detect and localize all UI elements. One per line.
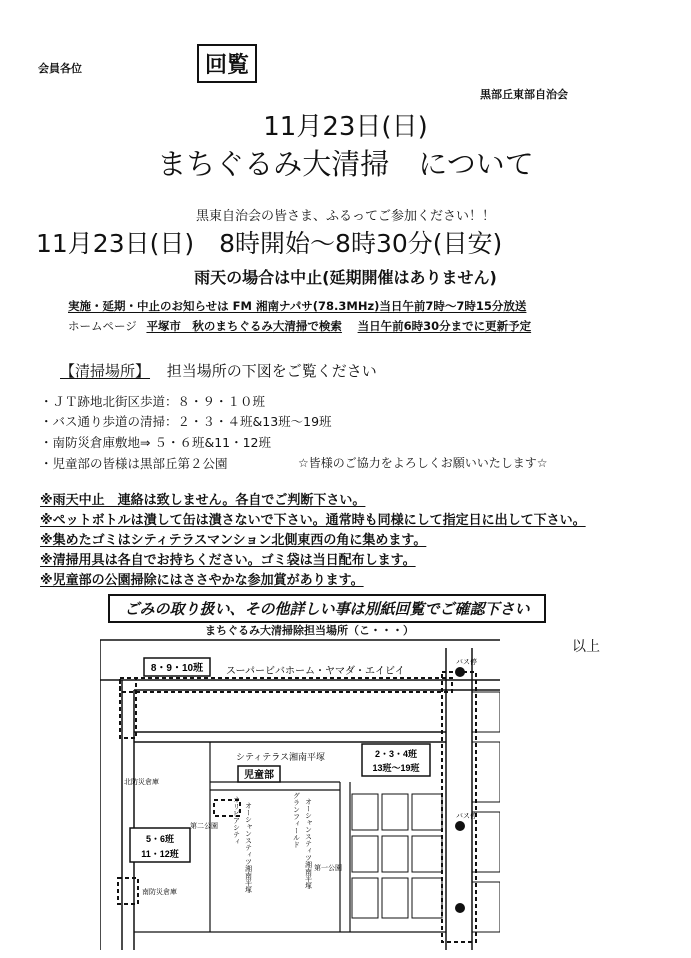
label-group-13-19: 13班～19班 (372, 763, 420, 773)
homepage-line (68, 318, 531, 334)
map-block (382, 794, 408, 830)
locations-heading-label: 【清掃場所】 (60, 362, 151, 380)
note-item: ※児童部の公園掃除にはささやかな参加賞があります。 (40, 573, 364, 588)
garbage-banner: ごみの取り扱い、その他詳しい事は別紙回覧でご確認下さい (108, 594, 546, 623)
route-bus-road (442, 672, 476, 942)
bus-stop-icon (455, 821, 465, 831)
label-olympia: オリピアシティ (232, 796, 240, 845)
route-south-storage (118, 878, 138, 904)
label-ocean-heights: オーシャンスティツ湘南平塚 (244, 802, 252, 893)
area-map (100, 632, 500, 950)
location-item: ・児童部の皆様は黒部丘第２公園 (40, 456, 228, 471)
bus-stop-icon (455, 903, 465, 913)
label-group-2-4: 2・3・4班 (374, 749, 418, 759)
label-supermarket: スーパービバホーム・ヤマダ・エイビイ (226, 666, 405, 677)
label-city-terrace: シティテラス湘南平塚 (236, 752, 326, 762)
note-item: ※ペットボトルは潰して缶は潰さないで下さい。通常時も同様にして指定日に出して下さい。 (40, 513, 586, 528)
map-block (382, 836, 408, 872)
location-item: ・南防災倉庫敷地⇒ ５・６班&11・12班 (40, 435, 272, 450)
label-group-8-10: 8・9・10班 (150, 663, 204, 674)
note-item: ※雨天中止 連絡は致しません。各自でご判断下さい。 (40, 493, 366, 508)
label-group-11-12: 11・12班 (141, 849, 179, 859)
map-block (412, 836, 442, 872)
map-block (412, 878, 442, 918)
invitation-line: 黒東自治会の皆さま、ふるってご参加ください！！ (195, 209, 495, 224)
recipient: 会員各位 (38, 62, 82, 75)
bus-stop-icon (455, 667, 465, 677)
broadcast-line: 実施・延期・中止のお知らせは FM 湘南ナパサ(78.3MHz)当日午前7時～7時15分放送 (68, 299, 527, 313)
location-item: ・バス通り歩道の清掃：２・３・４班&13班～19班 (40, 414, 332, 429)
label-bus-stop: バス停 (456, 659, 477, 666)
label-park-1: 第一公園 (314, 865, 342, 872)
location-item: ・ＪＴ跡地北街区歩道：８・９・１０班 (40, 394, 266, 409)
title-date: 11月23日(日) (263, 112, 428, 142)
map-block (352, 836, 378, 872)
homepage-label: ホームページ (68, 319, 137, 333)
organization: 黒部丘東部自治会 (480, 88, 568, 101)
map-block (412, 794, 442, 830)
map-block (382, 878, 408, 918)
map-block (352, 794, 378, 830)
label-south-storage: 南防災倉庫 (142, 889, 177, 896)
homepage-search: 平塚市 秋のまちぐるみ大清掃で検索 (146, 319, 342, 333)
label-ocean-heights-2: オーシャンスティツ湘南平塚 (304, 798, 312, 889)
closing-word: 以上 (572, 639, 600, 655)
locations-heading (60, 360, 377, 381)
note-item: ※集めたゴミはシティテラスマンション北側東西の角に集めます。 (40, 533, 427, 548)
label-grand-field: グランフィールド (292, 792, 300, 848)
rain-notice: 雨天の場合は中止(延期開催はありません) (194, 268, 497, 287)
label-park-2: 第二公園 (190, 823, 218, 830)
note-item: ※清掃用具は各自でお持ちください。ゴミ袋は当日配布します。 (40, 553, 416, 568)
locations-heading-text: 担当場所の下図をご覧ください (166, 362, 377, 380)
title-event: まちぐるみ大清掃 について (157, 147, 534, 181)
label-children-dept: 児童部 (244, 770, 274, 781)
map-title: まちぐるみ大清掃除担当場所（こ・・・） (205, 624, 414, 637)
circular-badge: 回覧 (197, 44, 257, 83)
label-bus-stop: バス停 (456, 813, 477, 820)
label-group-5-6: 5・6班 (145, 834, 175, 844)
homepage-update: 当日午前6時30分までに更新予定 (357, 319, 532, 333)
schedule-line: 11月23日(日) 8時開始～8時30分(目安) (36, 229, 503, 258)
map-block (352, 878, 378, 918)
label-north-storage: 北防災倉庫 (124, 779, 159, 786)
cooperation-note: ☆皆様のご協力をよろしくお願いいたします☆ (298, 456, 548, 470)
